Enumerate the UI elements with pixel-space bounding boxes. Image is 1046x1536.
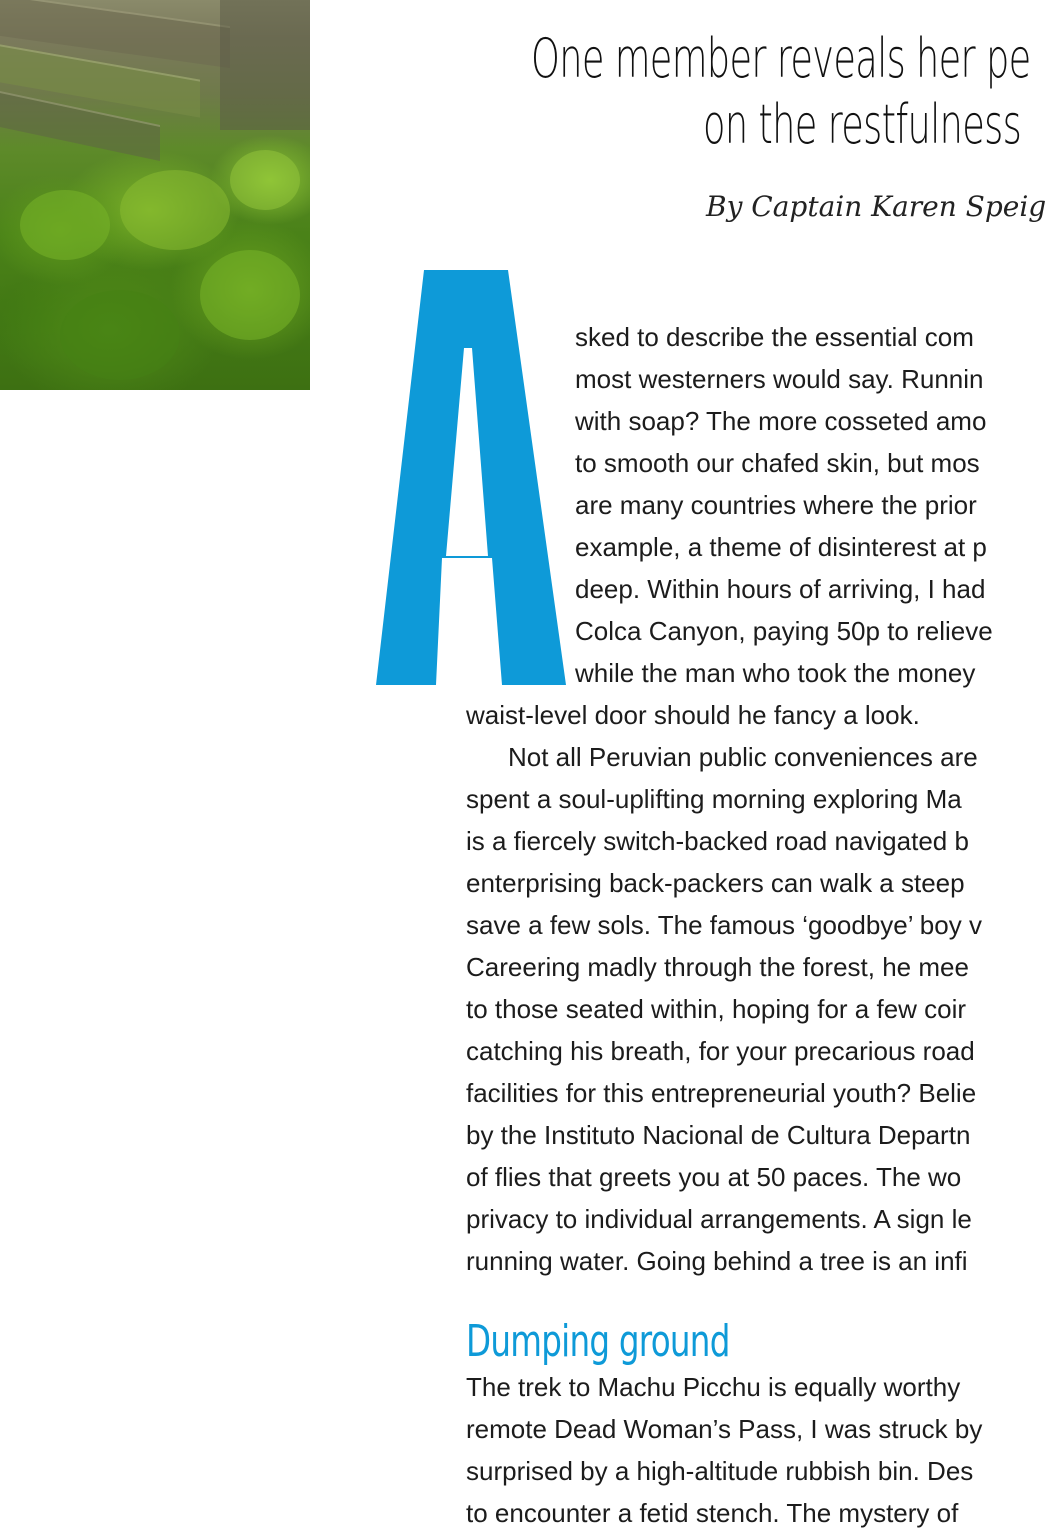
drop-cap-letter [376, 257, 566, 685]
paragraph-3-line: The trek to Machu Picchu is equally worthy [466, 1372, 961, 1402]
paragraph-2-line: Not all Peruvian public conveniences are [508, 742, 978, 772]
byline: By Captain Karen Speig [706, 190, 1046, 223]
paragraph-2-line: facilities for this entrepreneurial youth? Belie [466, 1078, 977, 1108]
paragraph-2-line: save a few sols. The famous ‘goodbye’ boy v [466, 910, 982, 940]
paragraph-3-line: remote Dead Woman’s Pass, I was struck by [466, 1414, 983, 1444]
paragraph-2-line: is a fiercely switch-backed road navigated b [466, 826, 969, 856]
paragraph-1-line: deep. Within hours of arriving, I had [575, 574, 986, 604]
paragraph-2-line: spent a soul-uplifting morning exploring Ma [466, 784, 962, 814]
paragraph-2-line: catching his breath, for your precarious road [466, 1036, 975, 1066]
paragraph-1-line: example, a theme of disinterest at p [575, 532, 987, 562]
paragraph-2-line: of flies that greets you at 50 paces. The wo [466, 1162, 962, 1192]
paragraph-1-line: are many countries where the prior [575, 490, 977, 520]
paragraph-2-line: enterprising back-packers can walk a steep [466, 868, 965, 898]
paragraph-2-line: to those seated within, hoping for a few coir [466, 994, 967, 1024]
photo-tree [20, 190, 110, 260]
article-headline [480, 26, 1031, 158]
headline-line-2: on the restfulness [703, 93, 1022, 156]
paragraph-2-line: Careering madly through the forest, he mee [466, 952, 969, 982]
paragraph-1-line: Colca Canyon, paying 50p to relieve [575, 616, 993, 646]
paragraph-3-line: to encounter a fetid stench. The mystery of [466, 1498, 959, 1528]
photo-tree [200, 250, 300, 340]
section-subhead: Dumping ground [466, 1316, 730, 1367]
photo-stone-wall [220, 0, 310, 130]
paragraph-1-line: most westerners would say. Runnin [575, 364, 984, 394]
paragraph-1-line: while the man who took the money [575, 658, 976, 688]
paragraph-1-line: to smooth our chafed skin, but mos [575, 448, 980, 478]
photo-tree [60, 290, 180, 380]
paragraph-2-line: running water. Going behind a tree is an infi [466, 1246, 968, 1276]
paragraph-2-line: by the Instituto Nacional de Cultura Departn [466, 1120, 971, 1150]
photo-tree [230, 150, 300, 210]
photo-tree [120, 170, 230, 250]
article-photo [0, 0, 310, 390]
paragraph-2-line: privacy to individual arrangements. A sign le [466, 1204, 972, 1234]
paragraph-1-line: sked to describe the essential com [575, 322, 974, 352]
paragraph-3-line: surprised by a high-altitude rubbish bin. Des [466, 1456, 974, 1486]
headline-line-1: One member reveals her pe [531, 27, 1031, 90]
paragraph-1-line: waist-level door should he fancy a look. [466, 700, 920, 730]
paragraph-1-line: with soap? The more cosseted amo [575, 406, 987, 436]
drop-cap-text: A [376, 257, 387, 274]
